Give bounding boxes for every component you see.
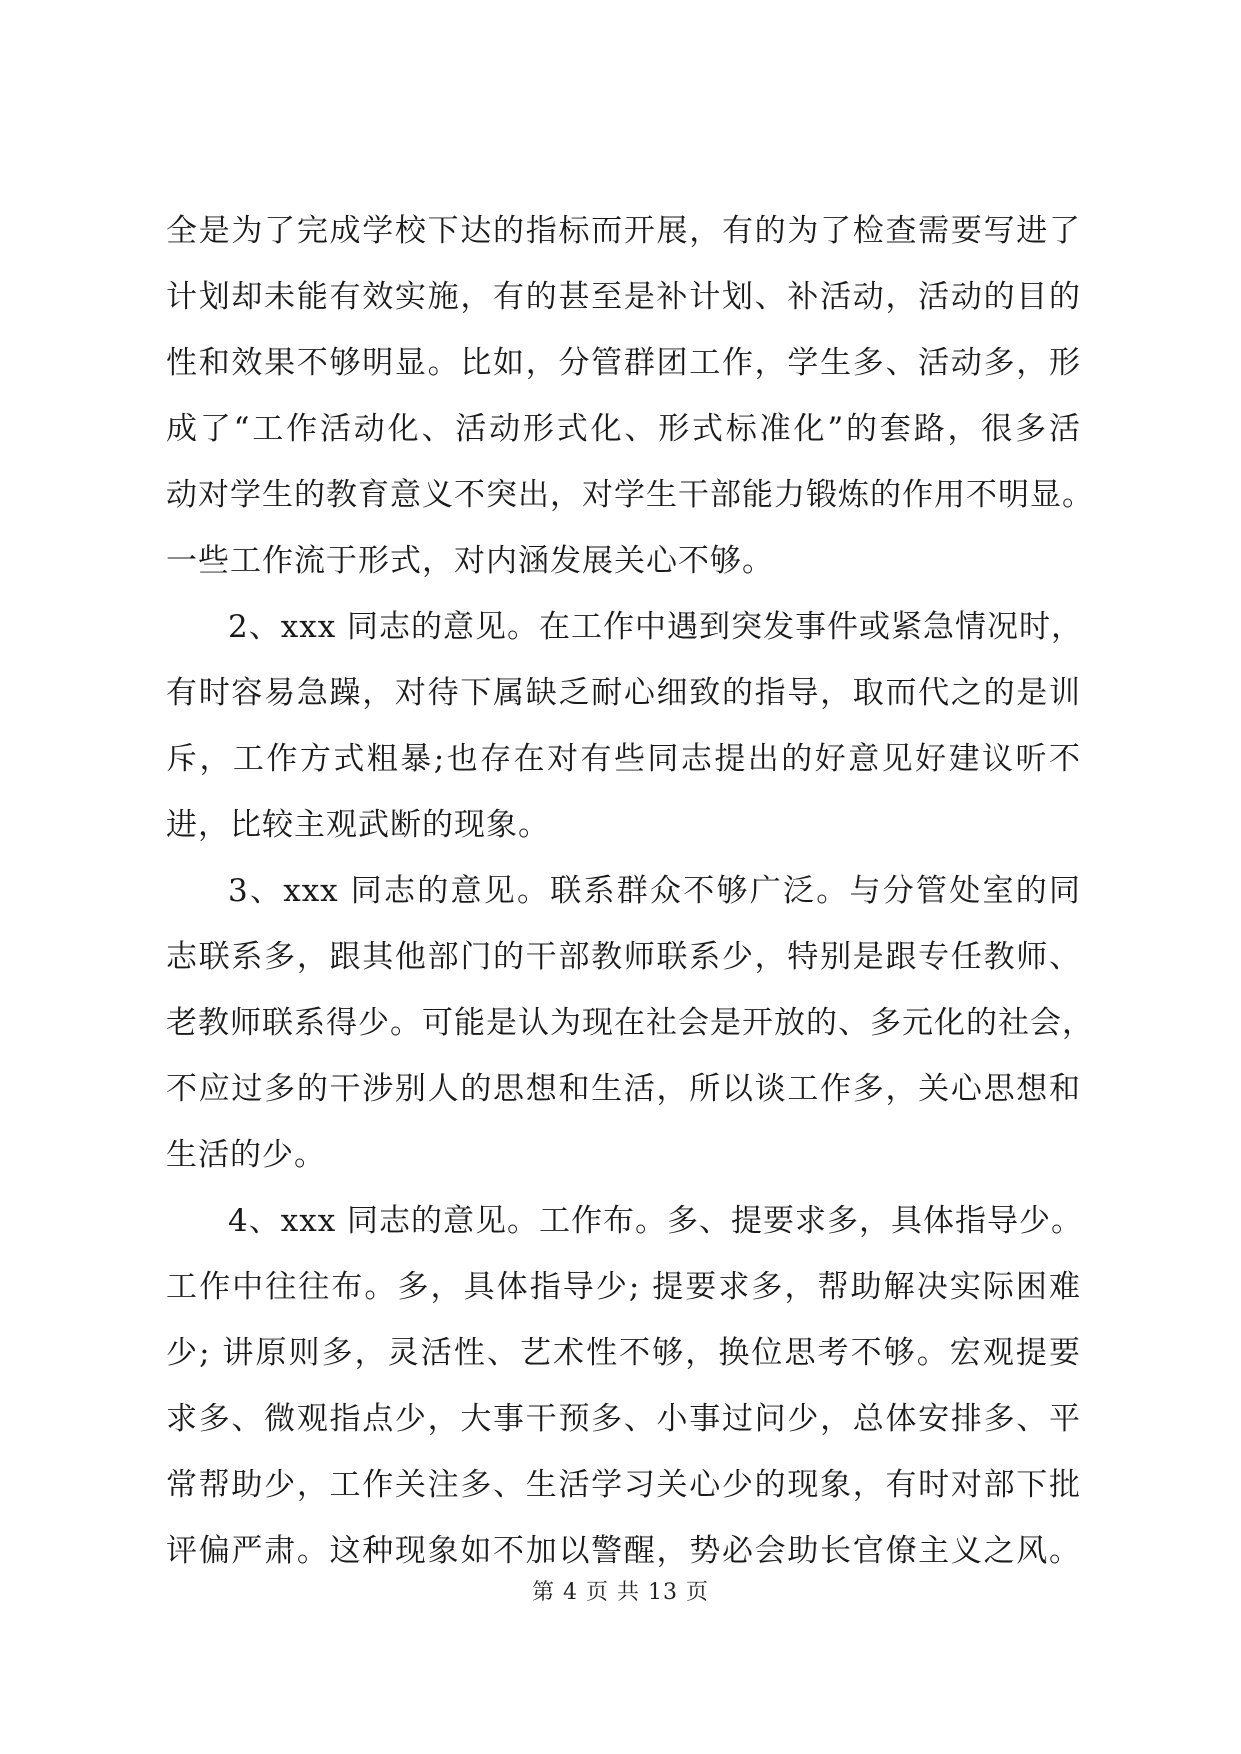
text-line: 成了“工作活动化、活动形式化、形式标准化”的套路，很多活	[166, 411, 1081, 447]
text-line: 有时容易急躁，对待下属缺乏耐心细致的指导，取而代之的是训	[166, 675, 1081, 711]
text-line: 性和效果不够明显。比如，分管群团工作，学生多、活动多，形	[166, 345, 1081, 381]
text-line: 生活的少。	[166, 1137, 326, 1173]
text-line: 动对学生的教育意义不突出，对学生干部能力锻炼的作用不明显。	[166, 477, 1094, 513]
paragraph-2	[166, 594, 1084, 858]
text-line: 不应过多的干涉别人的思想和生活，所以谈工作多，关心思想和	[166, 1071, 1081, 1107]
text-line: 3、xxx 同志的意见。联系群众不够广泛。与分管处室的同	[228, 873, 1081, 909]
paragraph-1	[166, 198, 1094, 594]
text-line: 斥，工作方式粗暴;也存在对有些同志提出的好意见好建议听不	[166, 741, 1081, 777]
text-line: 进，比较主观武断的现象。	[166, 807, 550, 843]
text-line: 全是为了完成学校下达的指标而开展，有的为了检查需要写进了	[166, 213, 1081, 249]
text-line: 常帮助少，工作关注多、生活学习关心少的现象，有时对部下批	[166, 1467, 1081, 1503]
text-line: 少; 讲原则多，灵活性、艺术性不够，换位思考不够。宏观提要	[166, 1335, 1081, 1371]
text-line: 2、xxx 同志的意见。在工作中遇到突发事件或紧急情况时，	[228, 609, 1084, 645]
page-number-footer: 第 4 页 共 13 页	[532, 1580, 709, 1605]
text-line: 志联系多，跟其他部门的干部教师联系少，特别是跟专任教师、	[166, 939, 1081, 975]
text-line: 老教师联系得少。可能是认为现在社会是开放的、多元化的社会，	[166, 1005, 1094, 1041]
paragraph-4	[166, 1188, 1084, 1584]
document-body	[166, 198, 1094, 1584]
text-line: 评偏严肃。这种现象如不加以警醒，势必会助长官僚主义之风。	[166, 1533, 1081, 1569]
text-line: 一些工作流于形式，对内涵发展关心不够。	[166, 543, 774, 579]
text-line: 计划却未能有效实施，有的甚至是补计划、补活动，活动的目的	[166, 279, 1081, 315]
paragraph-3	[166, 858, 1094, 1188]
text-line: 求多、微观指点少，大事干预多、小事过问少，总体安排多、平	[166, 1401, 1081, 1437]
text-line: 4、xxx 同志的意见。工作布。多、提要求多，具体指导少。	[228, 1203, 1084, 1239]
text-line: 工作中往往布。多，具体指导少; 提要求多，帮助解决实际困难	[166, 1269, 1081, 1305]
